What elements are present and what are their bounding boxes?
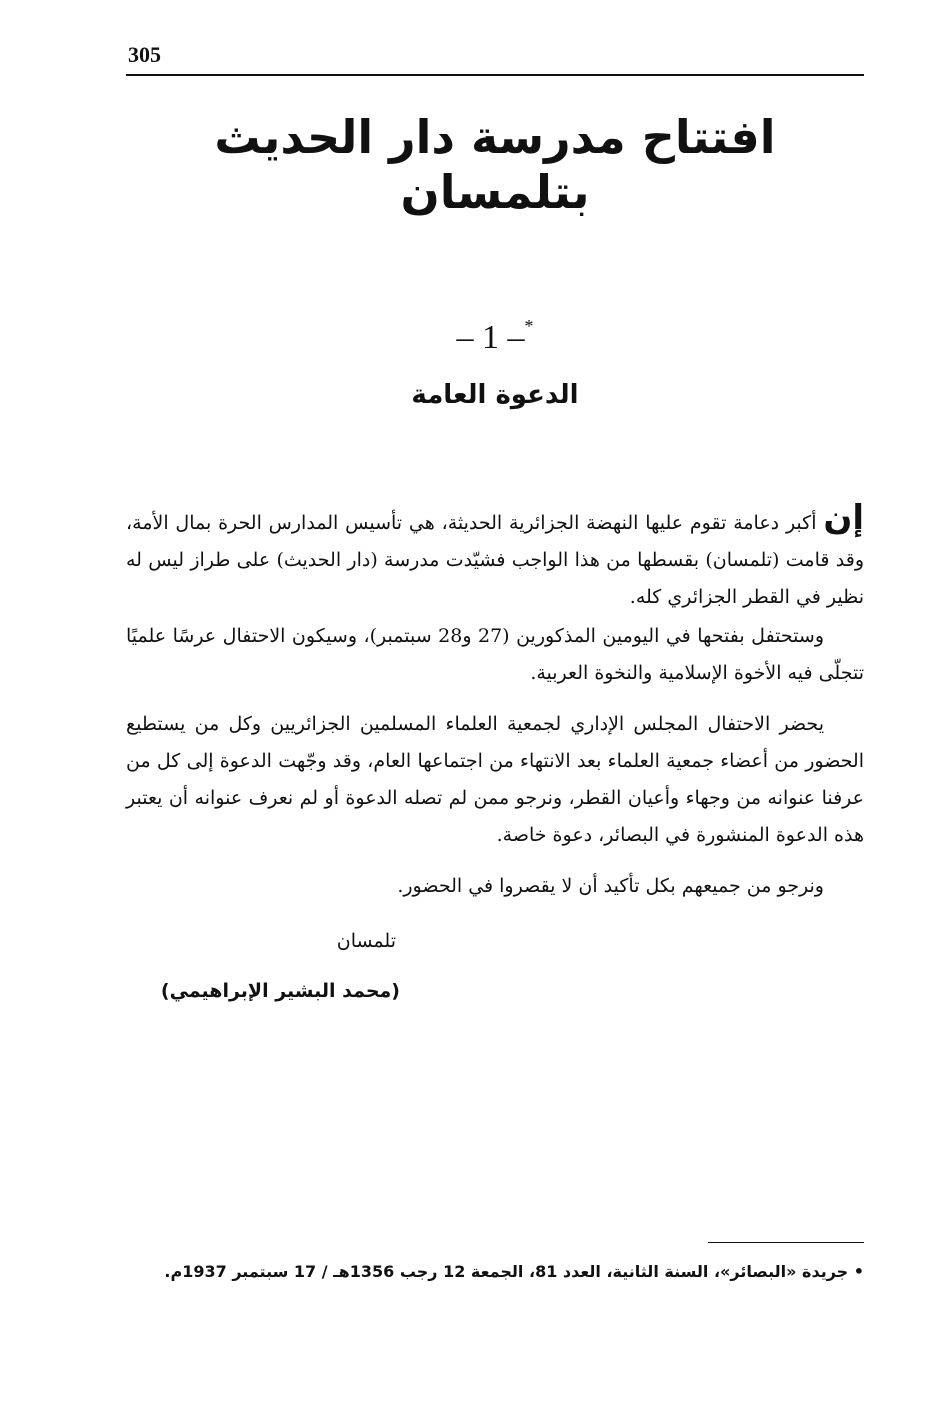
author-signature: (محمد البشير الإبراهيمي) — [160, 980, 400, 1002]
paragraph-4: ونرجو من جميعهم بكل تأكيد أن لا يقصروا في الحضور. — [397, 875, 824, 897]
footnote-rule — [708, 1242, 864, 1243]
section-title: الدعوة العامة — [411, 380, 579, 410]
section-number-text: – 1 – — [456, 319, 525, 356]
footnote: • جريدة «البصائر»، السنة الثانية، العدد 81، الجمعة 12 رجب 1356هـ / 17 سبتمبر 1937م. — [164, 1262, 864, 1281]
page-title: افتتاح مدرسة دار الحديث بتلمسان — [214, 110, 776, 220]
body-text — [126, 500, 864, 907]
paragraph-2: وستحتفل بفتحها في اليومين المذكورين (27 و28 سبتمبر)، وسيكون الاحتفال عرسًا علميًا تتجلّى فيه الأخوة الإسلامية والنخوة العربية. — [126, 625, 864, 684]
header-rule — [126, 74, 864, 76]
paragraph-1-text: أكبر دعامة تقوم عليها النهضة الجزائرية الحديثة، هي تأسيس المدارس الحرة بمال الأمة، وقد قامت (تلمسان) بقسطها من هذا الواجب فشيّدت مدرسة (دار الحديث) على طراز ليس له نظير في القطر الجزائري كله. — [126, 512, 864, 608]
section-number — [126, 316, 864, 359]
footnote-marker: * — [524, 316, 534, 336]
place-name: تلمسان — [336, 930, 396, 952]
page-number: 305 — [128, 42, 161, 67]
paragraph-3: يحضر الاحتفال المجلس الإداري لجمعية العلماء المسلمين الجزائريين وكل من يستطيع الحضور من أعضاء جمعية العلماء بعد الانتهاء من اجتماعها العام، وقد وجّهت الدعوة إلى كل من عرفنا عنوانه من وجهاء وأعيان القطر، ونرجو ممن لم تصله الدعوة أو لم نعرف عنوانه أن يعتبر هذه الدعوة المنشورة في البصائر، دعوة خاصة. — [126, 713, 864, 846]
paragraph-1 — [126, 500, 864, 616]
drop-cap: إن — [823, 498, 864, 538]
